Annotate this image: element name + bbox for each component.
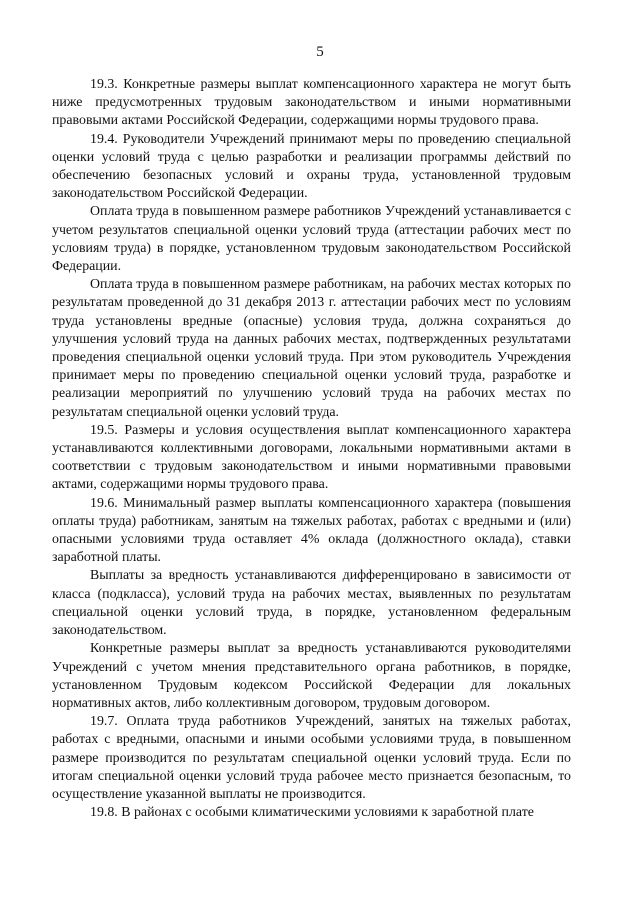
paragraph-19-3: 19.3. Конкретные размеры выплат компенсационного характера не могут быть ниже предусмотренных трудовым законодательством и иными нормативными правовыми актами Российской Федерации, содержащими нормы трудового права. xyxy=(52,77,571,129)
document-body xyxy=(52,76,571,822)
paragraph-19-8: 19.8. В районах с особыми климатическими условиями к заработной плате xyxy=(90,805,534,821)
paragraph-pay-increase: Оплата труда в повышенном размере работников Учреждений устанавливается с учетом результатов специальной оценки условий труда (аттестации рабочих мест по условиям труда) в порядке, установленном трудовым законодательством Российской Федерации. xyxy=(52,204,571,275)
paragraph-19-5: 19.5. Размеры и условия осуществления выплат компенсационного характера устанавливаются коллективными договорами, локальными нормативными актами в соответствии с трудовым законодательством и иными нормативными правовыми актами, содержащими нормы трудового права. xyxy=(52,422,571,493)
paragraph-hazard-payments: Выплаты за вредность устанавливаются дифференцировано в зависимости от класса (подкласса), условий труда на рабочих местах, выявленных по результатам специальной оценки условий труда, в порядке, установленном федеральным законодательством. xyxy=(52,568,571,639)
paragraph-19-7: 19.7. Оплата труда работников Учреждений, занятых на тяжелых работах, работах с вредными, опасными и иными особыми условиями труда, в повышенном размере производится по результатам специальной оценки условий труда. Если по итогам специальной оценки условий труда рабочее место признается безопасным, то осуществление указанной выплаты не производится. xyxy=(52,714,571,802)
paragraph-pay-retention: Оплата труда в повышенном размере работникам, на рабочих местах которых по результатам проведенной до 31 декабря 2013 г. аттестации рабочих мест по условиям труда установлены вредные (опасные) условия труда, должна сохраняться до улучшения условий труда на данных рабочих местах, подтвержденных результатами проведения специальной оценки условий труда. При этом руководитель Учреждения принимает меры по проведению специальной оценки условий труда, разработке и реализации мероприятий по улучшению условий труда на рабочих местах по результатам специальной оценки условий труда. xyxy=(52,277,571,420)
paragraph-19-6: 19.6. Минимальный размер выплаты компенсационного характера (повышения оплаты труда) работникам, занятым на тяжелых работах, работах с вредными и (или) опасными условиями труда оставляет 4% оклада (должностного оклада), ставки заработной платы. xyxy=(52,495,571,566)
paragraph-hazard-amounts: Конкретные размеры выплат за вредность устанавливаются руководителями Учреждений с учетом мнения представительного органа работников, в порядке, установленном Трудовым кодексом Российской Федерации для локальных нормативных актов, либо коллективным договором, трудовым договором. xyxy=(52,641,571,711)
paragraph-19-4: 19.4. Руководители Учреждений принимают меры по проведению специальной оценки условий труда с целью разработки и реализации программы действий по обеспечению безопасных условий и охраны труда, установленной трудовым законодательством Российской Федерации. xyxy=(52,131,571,202)
page-number: 5 xyxy=(316,44,324,60)
